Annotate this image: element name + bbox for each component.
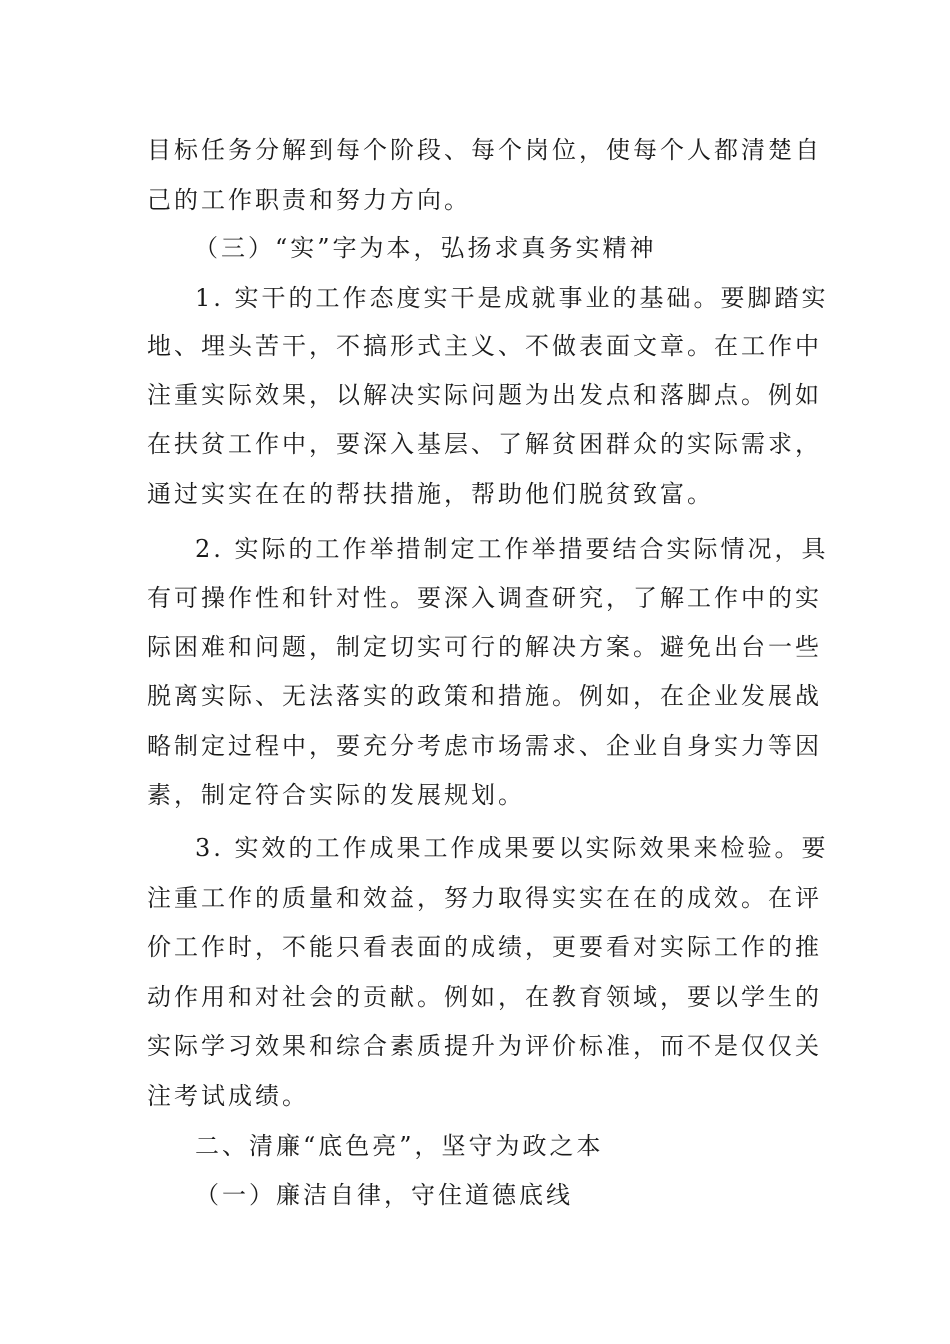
- paragraph-line: 3. 实效的工作成果工作成果要以实际效果来检验。要: [195, 834, 829, 862]
- paragraph-line: 动作用和对社会的贡献。例如，在教育领域，要以学生的: [147, 983, 822, 1011]
- paragraph-line: 己的工作职责和努力方向。: [147, 186, 471, 214]
- paragraph-line: 注考试成绩。: [147, 1082, 309, 1110]
- section-heading: （三）“实”字为本，弘扬求真务实精神: [194, 234, 657, 262]
- paragraph-line: 目标任务分解到每个阶段、每个岗位，使每个人都清楚自: [147, 136, 822, 164]
- paragraph-line: 实际学习效果和综合素质提升为评价标准，而不是仅仅关: [147, 1032, 822, 1060]
- paragraph-line: 有可操作性和针对性。要深入调查研究，了解工作中的实: [147, 584, 822, 612]
- paragraph-line: 1. 实干的工作态度实干是成就事业的基础。要脚踏实: [195, 284, 829, 312]
- paragraph-line: 通过实实在在的帮扶措施，帮助他们脱贫致富。: [147, 480, 714, 508]
- paragraph-line: 素，制定符合实际的发展规划。: [147, 781, 525, 809]
- paragraph-line: 际困难和问题，制定切实可行的解决方案。避免出台一些: [147, 633, 822, 661]
- paragraph-line: 地、埋头苦干，不搞形式主义、不做表面文章。在工作中: [147, 332, 822, 360]
- paragraph-line: 在扶贫工作中，要深入基层、了解贫困群众的实际需求，: [147, 430, 822, 458]
- paragraph-line: 略制定过程中，要充分考虑市场需求、企业自身实力等因: [147, 732, 822, 760]
- paragraph-line: 价工作时，不能只看表面的成绩，更要看对实际工作的推: [147, 933, 822, 961]
- paragraph-line: 2. 实际的工作举措制定工作举措要结合实际情况，具: [195, 535, 829, 563]
- section-heading: （一）廉洁自律，守住道德底线: [195, 1181, 573, 1209]
- paragraph-line: 脱离实际、无法落实的政策和措施。例如，在企业发展战: [147, 682, 822, 710]
- paragraph-line: 注重实际效果，以解决实际问题为出发点和落脚点。例如: [147, 381, 822, 409]
- paragraph-line: 注重工作的质量和效益，努力取得实实在在的成效。在评: [147, 884, 822, 912]
- chapter-heading: 二、清廉“底色亮”，坚守为政之本: [195, 1132, 604, 1160]
